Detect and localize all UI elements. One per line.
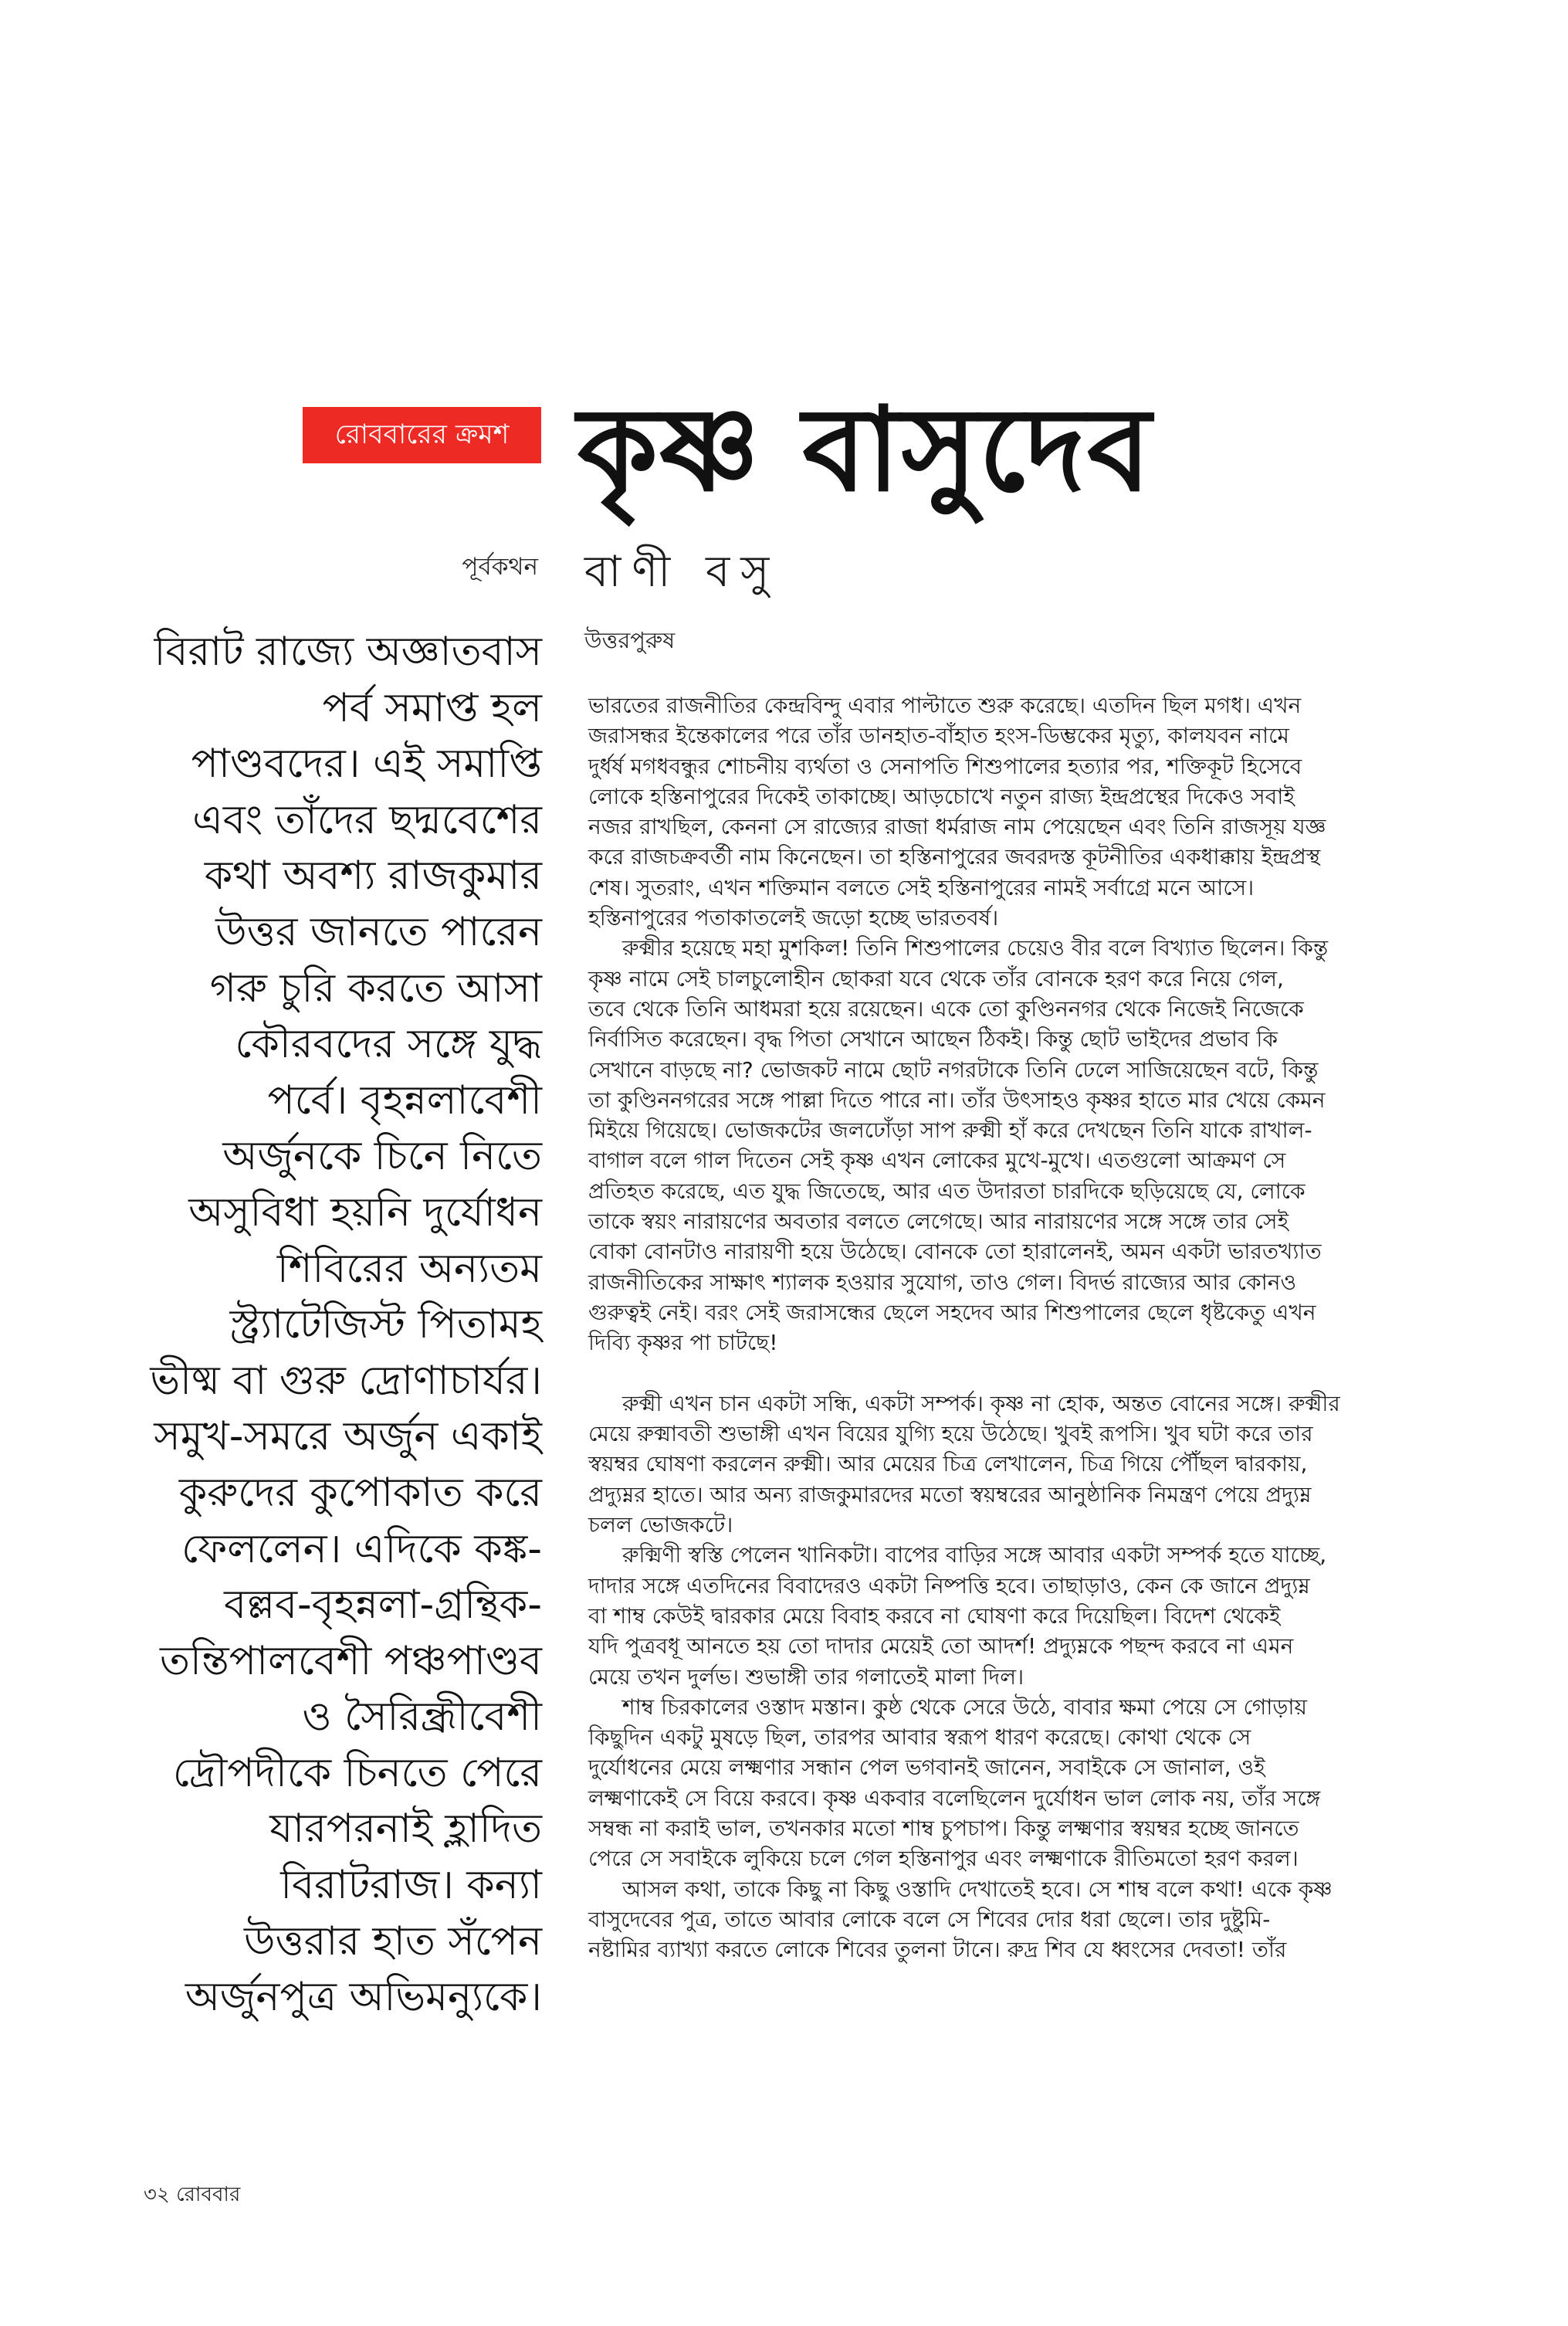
intro-line: বিরাট রাজ্যে অজ্ঞাতবাস (154, 629, 542, 675)
body-line: বাসুদেবের পুত্র, তাতে আবার লোকে বলে সে শিবের দোর ধরা ছেলে। তার দুষ্টুমি- (588, 1906, 1271, 1932)
intro-line: পর্বে। বৃহন্নলাবেশী (267, 1077, 542, 1124)
body-line: মিইয়ে গিয়েছে। ভোজকটের জলঢোঁড়া সাপ রুক্মী হাঁ করে দেখছেন তিনি যাকে রাখাল- (588, 1117, 1312, 1144)
page-footer (144, 2179, 240, 2210)
intro-line: পাণ্ডবদের। এই সমাপ্তি (191, 741, 542, 788)
body-line: ভারতের রাজনীতির কেন্দ্রবিন্দু এবার পাল্টাতে শুরু করেছে। এতদিন ছিল মগধ। এখন (588, 693, 1302, 718)
intro-line: তন্তিপালবেশী পঞ্চপাণ্ডব (159, 1637, 542, 1684)
section-label: পূর্বকথন (462, 553, 538, 581)
body-line: প্রদ্যুম্নর হাতে। আর অন্য রাজকুমারদের মতো স্বয়ম্বরের আনুষ্ঠানিক নিমন্ত্রণ পেয়ে প্রদ্যুম্ন (588, 1481, 1312, 1507)
paragraph (588, 933, 1453, 1358)
intro-line: গরু চুরি করতে আসা (209, 965, 542, 1012)
intro-line: কথা অবশ্য রাজকুমার (204, 853, 542, 900)
intro-line: কৌরবদের সঙ্গে যুদ্ধ (235, 1021, 542, 1068)
body-line: নজর রাখছিল, কেননা সে রাজ্যের রাজা ধর্মরাজ নাম পেয়েছেন এবং তিনি রাজসূয় যজ্ঞ (588, 814, 1326, 840)
intro-line: যারপরনাই হ্লাদিত (269, 1806, 542, 1853)
body-line: রাজনীতিকের সাক্ষাৎ শ্যালক হওয়ার সুযোগ, তাও গেল। বিদর্ভ রাজ্যের আর কোনও (588, 1269, 1297, 1295)
intro-line: স্ট্র্যাটেজিস্ট পিতামহ (229, 1301, 542, 1348)
body-line: কৃষ্ণ নামে সেই চালচুলোহীন ছোকরা যবে থেকে তাঁর বোনকে হরণ করে নিয়ে গেল, (588, 965, 1284, 992)
body-line: তাকে স্বয়ং নারায়ণের অবতার বলতে লেগেছে। আর নারায়ণের সঙ্গে সঙ্গে তার সেই (588, 1209, 1289, 1235)
intro-line: দ্রৌপদীকে চিনতে পেরে (172, 1749, 542, 1796)
body-line: যদি পুত্রবধূ আনতে হয় তো দাদার মেয়েই তো আদর্শ! প্রদ্যুম্নকে পছন্দ করবে না এমন (588, 1633, 1294, 1660)
body-line: লক্ষ্মণাকেই সে বিয়ে করবে। কৃষ্ণ একবার বলেছিলেন দুর্যোধন ভাল লোক নয়, তাঁর সঙ্গে (588, 1785, 1321, 1811)
body-line: হস্তিনাপুরের পতাকাতলেই জড়ো হচ্ছে ভারতবর্ষ। (588, 905, 999, 931)
page-number: ৩২ (144, 2183, 170, 2206)
body-line: প্রতিহত করেছে, এত যুদ্ধ জিতেছে, আর এত উদারতা চারদিকে ছড়িয়েছে যে, লোকে (588, 1178, 1306, 1204)
body-line: স্বয়ম্বর ঘোষণা করলেন রুক্মী। আর মেয়ের চিত্র লেখালেন, চিত্র গিয়ে পৌঁছল দ্বারকায়, (588, 1451, 1308, 1477)
paragraph (588, 1540, 1453, 1691)
body-line: বাগাল বলে গাল দিতেন সেই কৃষ্ণ এখন লোকের মুখে-মুখে। এতগুলো আক্রমণ সে (588, 1148, 1286, 1174)
body-line: শেষ। সুতরাং, এখন শক্তিমান বলতে সেই হস্তিনাপুরের নামই সর্বাগ্রে মনে আসে। (588, 874, 1255, 900)
author-byline: বাণী বসু (584, 547, 781, 597)
paragraph (588, 690, 1453, 933)
publication-name: রোববার (176, 2183, 241, 2206)
intro-line: এবং তাঁদের ছদ্মবেশের (192, 796, 542, 843)
intro-line: শিবিরের অন্যতম (276, 1245, 542, 1292)
intro-line: ভীষ্ম বা গুরু দ্রোণাচার্যর। (150, 1357, 542, 1404)
intro-line: সমুখ-সমরে অর্জুন একাই (154, 1413, 542, 1460)
body-line: তবে থেকে তিনি আধমরা হয়ে রয়েছেন। একে তো কুণ্ডিননগর থেকে নিজেই নিজেকে (588, 995, 1304, 1022)
page-title: কৃষ্ণ বাসুদেব (577, 383, 1153, 517)
article-body-column (588, 690, 1453, 1965)
intro-line: কুরুদের কুপোকাত করে (178, 1469, 542, 1516)
body-line: সেখানে বাড়ছে না? ভোজকট নামে ছোট নগরটাকে তিনি ঢেলে সাজিয়েছেন বটে, কিন্তু (588, 1056, 1319, 1083)
intro-line: অর্জুনকে চিনে নিতে (222, 1133, 542, 1180)
body-line: লোকে হস্তিনাপুরের দিকেই তাকাচ্ছে। আড়চোখে নতুন রাজ্য ইন্দ্রপ্রস্থের দিকেও সবাই (588, 783, 1295, 809)
body-line: মেয়ে রুক্মাবতী শুভাঙ্গী এখন বিয়ের যুগ্যি হয়ে উঠেছে। খুবই রূপসি। খুব ঘটা করে তার (588, 1421, 1313, 1447)
intro-line: উত্তরার হাত সঁপেন (243, 1917, 542, 1965)
body-line: গুরুত্বই নেই। বরং সেই জরাসন্ধের ছেলে সহদেব আর শিশুপালের ছেলে ধৃষ্টকেতু এখন (588, 1299, 1316, 1325)
body-line: রুক্মী এখন চান একটা সন্ধি, একটা সম্পর্ক। কৃষ্ণ না হোক, অন্তত বোনের সঙ্গে। রুক্মীর (622, 1390, 1340, 1416)
body-line: সম্বন্ধ না করাই ভাল, তখনকার মতো শাম্ব চুপচাপ। কিন্তু লক্ষ্মণার স্বয়ম্বর হচ্ছে জানতে (588, 1815, 1299, 1841)
intro-line: অসুবিধা হয়নি দুর্যোধন (188, 1188, 542, 1236)
intro-line: অর্জুনপুত্র অভিমন্যুকে। (185, 1974, 542, 2021)
chapter-title: উত্তরপুরুষ (584, 627, 676, 653)
body-line: তা কুণ্ডিননগরের সঙ্গে পাল্লা দিতে পারে না। তাঁর উৎসাহও কৃষ্ণর হাতে মার খেয়ে কেমন (588, 1087, 1326, 1113)
intro-line: উত্তর জানতে পারেন (215, 908, 542, 955)
body-line: দিব্যি কৃষ্ণর পা চাটছে! (588, 1330, 778, 1356)
body-line: বা শাম্ব কেউই দ্বারকার মেয়ে বিবাহ করবে না ঘোষণা করে দিয়েছিল। বিদেশ থেকেই (588, 1602, 1281, 1629)
body-line: শাম্ব চিরকালের ওস্তাদ মস্তান। কুষ্ঠ থেকে সেরে উঠে, বাবার ক্ষমা পেয়ে সে গোড়ায় (622, 1694, 1307, 1720)
body-line: মেয়ে তখন দুর্লভ। শুভাঙ্গী তার গলাতেই মালা দিল। (588, 1663, 1024, 1690)
paragraph (588, 1692, 1453, 1874)
body-line: কিছুদিন একটু মুষড়ে ছিল, তারপর আবার স্বরূপ ধারণ করেছে। কোথা থেকে সে (588, 1724, 1251, 1751)
body-line: পেরে সে সবাইকে লুকিয়ে চলে গেল হস্তিনাপুর এবং লক্ষ্মণাকে রীতিমতো হরণ করল। (588, 1846, 1299, 1872)
paragraph (588, 1388, 1453, 1540)
body-line: করে রাজচক্রবর্তী নাম কিনেছেন। তা হস্তিনাপুরের জবরদস্ত কূটনীতির একধাক্কায় ইন্দ্রপ্রস্থ (588, 844, 1321, 870)
body-line: রুক্মিণী স্বস্তি পেলেন খানিকটা। বাপের বাড়ির সঙ্গে আবার একটা সম্পর্ক হতে যাচ্ছে, (622, 1542, 1327, 1568)
intro-line: বিরাটরাজ। কন্যা (280, 1862, 542, 1909)
body-line: রুক্মীর হয়েছে মহা মুশকিল! তিনি শিশুপালের চেয়েও বীর বলে বিখ্যাত ছিলেন। কিন্তু (622, 935, 1329, 961)
paragraph-gap (588, 1358, 1453, 1388)
body-line: নির্বাসিত করেছেন। বৃদ্ধ পিতা সেখানে আছেন ঠিকই। কিন্তু ছোট ভাইদের প্রভাব কি (588, 1026, 1278, 1053)
paragraph (588, 1874, 1453, 1965)
series-label-badge: রোববারের ক্রমশ (303, 407, 541, 463)
intro-line: ও সৈরিন্ধ্রীবেশী (302, 1694, 542, 1741)
body-line: দাদার সঙ্গে এতদিনের বিবাদেরও একটা নিষ্পত্তি হবে। তাছাড়াও, কেন কে জানে প্রদ্যুম্ন (588, 1572, 1310, 1599)
body-line: বোকা বোনটাও নারায়ণী হয়ে উঠেছে। বোনকে তো হারালেনই, অমন একটা ভারতখ্যাত (588, 1239, 1322, 1265)
body-line: নষ্টামির ব্যাখ্যা করতে লোকে শিবের তুলনা টানে। রুদ্র শিব যে ধ্বংসের দেবতা! তাঁর (588, 1937, 1287, 1963)
body-line: দুর্ধর্ষ মগধবন্ধুর শোচনীয় ব্যর্থতা ও সেনাপতি শিশুপালের হত্যার পর, শক্তিকূট হিসেবে (588, 753, 1302, 779)
intro-line: বল্লব-বৃহন্নলা-গ্রন্থিক- (224, 1582, 542, 1629)
intro-summary-column (116, 624, 542, 2026)
body-line: চলল ভোজকটে। (588, 1512, 733, 1538)
body-line: দুর্যোধনের মেয়ে লক্ষ্মণার সন্ধান পেল ভগবানই জানেন, সবাইকে সে জানাল, ওই (588, 1755, 1265, 1781)
intro-line: ফেললেন। এদিকে কঙ্ক- (181, 1525, 542, 1572)
body-line: আসল কথা, তাকে কিছু না কিছু ওস্তাদি দেখাতেই হবে। সে শাম্ব বলে কথা! একে কৃষ্ণ (622, 1876, 1333, 1902)
body-line: জরাসন্ধর ইন্তেকালের পরে তাঁর ডানহাত-বাঁহাত হংস-ডিম্ভকের মৃত্যু, কালযবন নামে (588, 723, 1289, 749)
intro-line: পর্ব সমাপ্ত হল (322, 684, 542, 731)
